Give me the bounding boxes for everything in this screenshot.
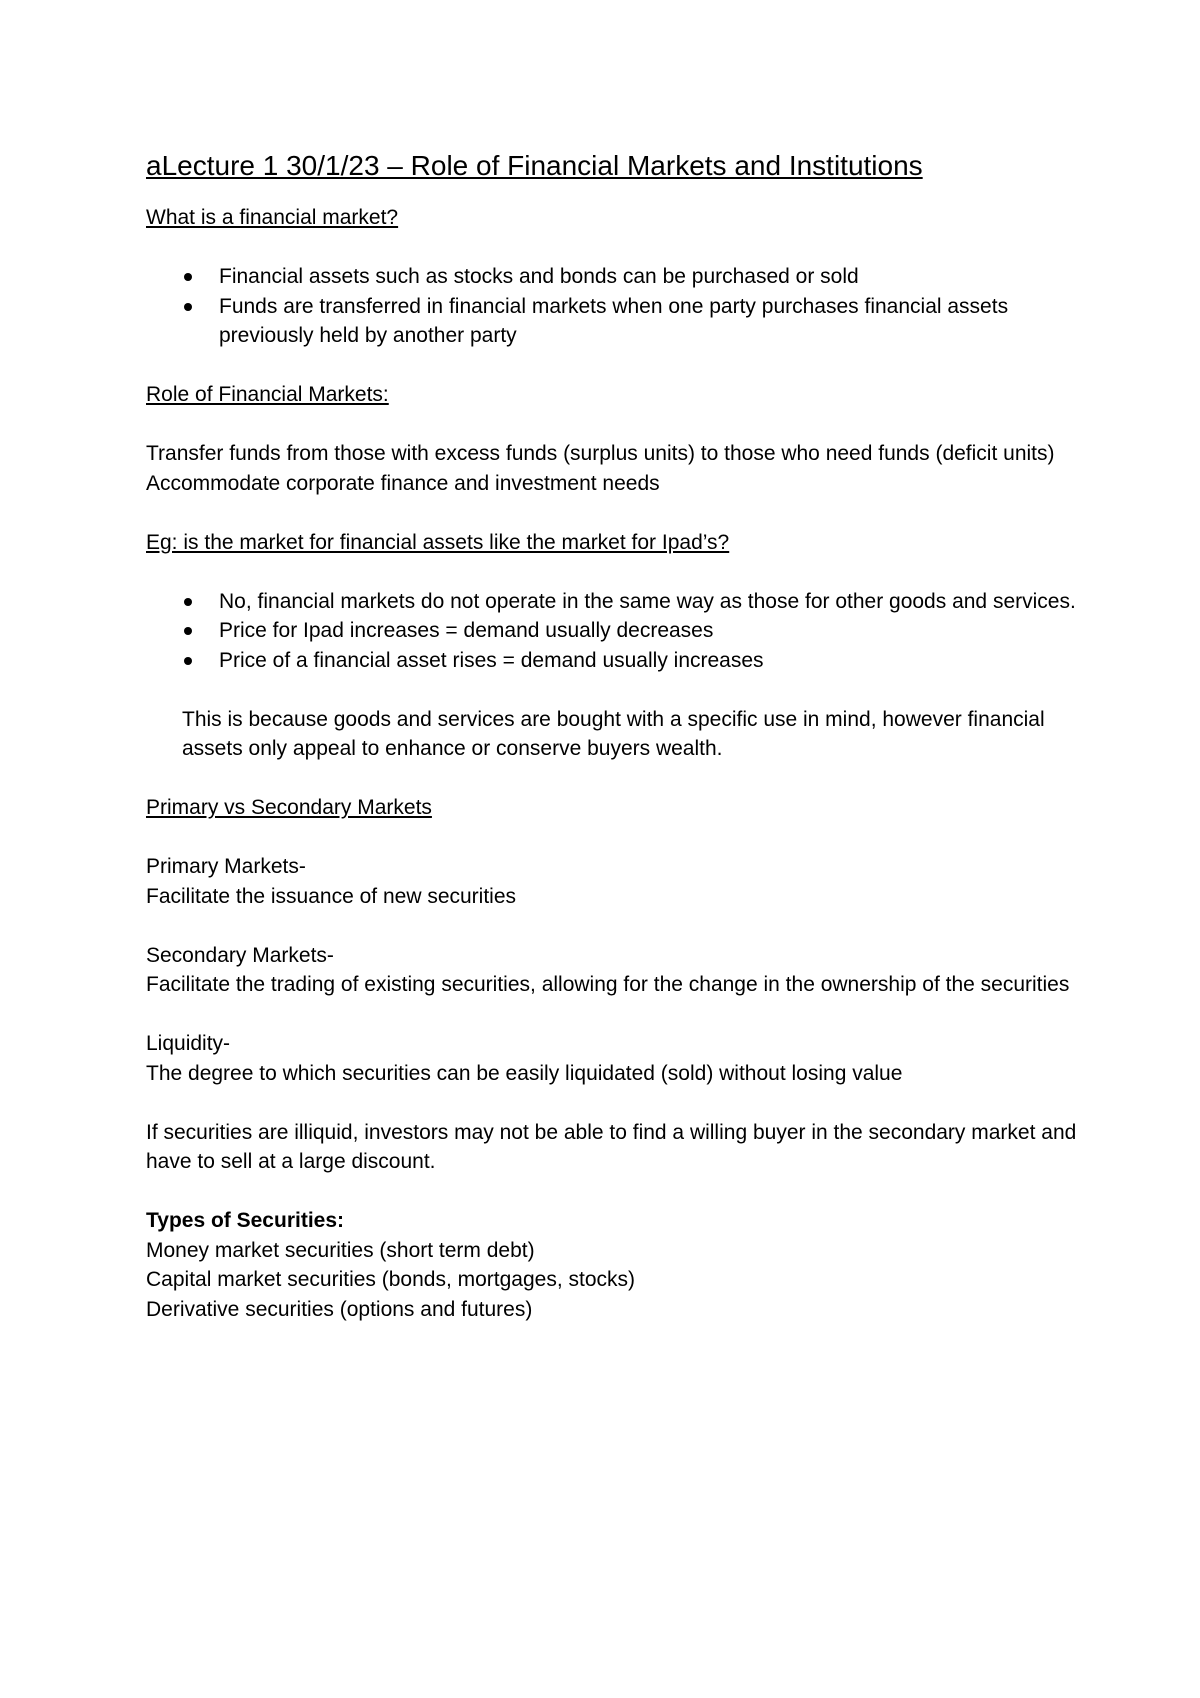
liquidity-label: Liquidity-	[146, 1032, 231, 1055]
heading-primary-vs-secondary: Primary vs Secondary Markets	[146, 796, 432, 819]
bullet-text: Financial assets such as stocks and bonds can be purchased or sold	[219, 265, 859, 288]
document-page	[146, 148, 1106, 1324]
spacer	[146, 498, 1106, 528]
bullet-list-financial-market	[146, 262, 1106, 351]
spacer	[146, 410, 1106, 440]
secondary-markets-label: Secondary Markets-	[146, 943, 334, 967]
primary-markets-label: Primary Markets-	[146, 855, 306, 878]
heading-role-of-financial-markets: Role of Financial Markets:	[146, 383, 389, 406]
security-type-money-market: Money market securities (short term debt)	[146, 1238, 535, 1262]
bullet-list-example	[146, 587, 1106, 676]
bullet-icon	[184, 627, 192, 635]
bullet-text: Price for Ipad increases = demand usually decreases	[219, 619, 714, 642]
paragraph-transfer-funds: Transfer funds from those with excess funds (surplus units) to those who need funds (deficit units)	[146, 442, 1055, 465]
list-item	[146, 646, 1106, 676]
list-item	[146, 587, 1106, 617]
spacer	[146, 823, 1106, 853]
primary-markets-text: Facilitate the issuance of new securities	[146, 884, 517, 908]
spacer	[146, 911, 1106, 941]
spacer	[146, 1177, 1106, 1207]
list-item	[146, 262, 1106, 292]
secondary-markets-text: Facilitate the trading of existing securities, allowing for the change in the ownership of the securities	[146, 973, 1070, 996]
liquidity-text: The degree to which securities can be easily liquidated (sold) without losing value	[146, 1061, 903, 1085]
heading-types-of-securities: Types of Securities:	[146, 1209, 345, 1232]
bullet-text: No, financial markets do not operate in the same way as those for other goods and services.	[219, 589, 1076, 613]
spacer	[146, 557, 1106, 587]
spacer	[146, 1000, 1106, 1030]
security-type-capital-market: Capital market securities (bonds, mortgages, stocks)	[146, 1268, 636, 1291]
illiquid-paragraph: If securities are illiquid, investors may not be able to find a willing buyer in the secondary market and have to sell at a large discount.	[146, 1120, 1077, 1173]
heading-what-is-financial-market: What is a financial market?	[146, 206, 399, 229]
bullet-text: Price of a financial asset rises = demand usually increases	[219, 648, 764, 672]
spacer	[146, 1088, 1106, 1118]
paragraph-accommodate: Accommodate corporate finance and investment needs	[146, 471, 660, 495]
spacer	[146, 764, 1106, 794]
paragraph-explanation: This is because goods and services are bought with a specific use in mind, however financial assets only appeal to enhance or conserve buyers wealth.	[182, 707, 1045, 760]
spacer	[146, 675, 1106, 705]
bullet-icon	[184, 657, 192, 665]
document-title: aLecture 1 30/1/23 – Role of Financial Markets and Institutions	[146, 150, 923, 181]
security-type-derivative: Derivative securities (options and futures)	[146, 1297, 533, 1321]
spacer	[146, 351, 1106, 381]
bullet-icon	[184, 598, 192, 606]
list-item	[146, 616, 1106, 646]
spacer	[146, 233, 1106, 263]
list-item	[146, 292, 1106, 351]
bullet-text: Funds are transferred in financial markets when one party purchases financial assets previously held by another party	[219, 294, 1009, 347]
bullet-icon	[184, 303, 192, 311]
heading-example-question: Eg: is the market for financial assets like the market for Ipad’s?	[146, 530, 730, 554]
bullet-icon	[184, 273, 192, 281]
